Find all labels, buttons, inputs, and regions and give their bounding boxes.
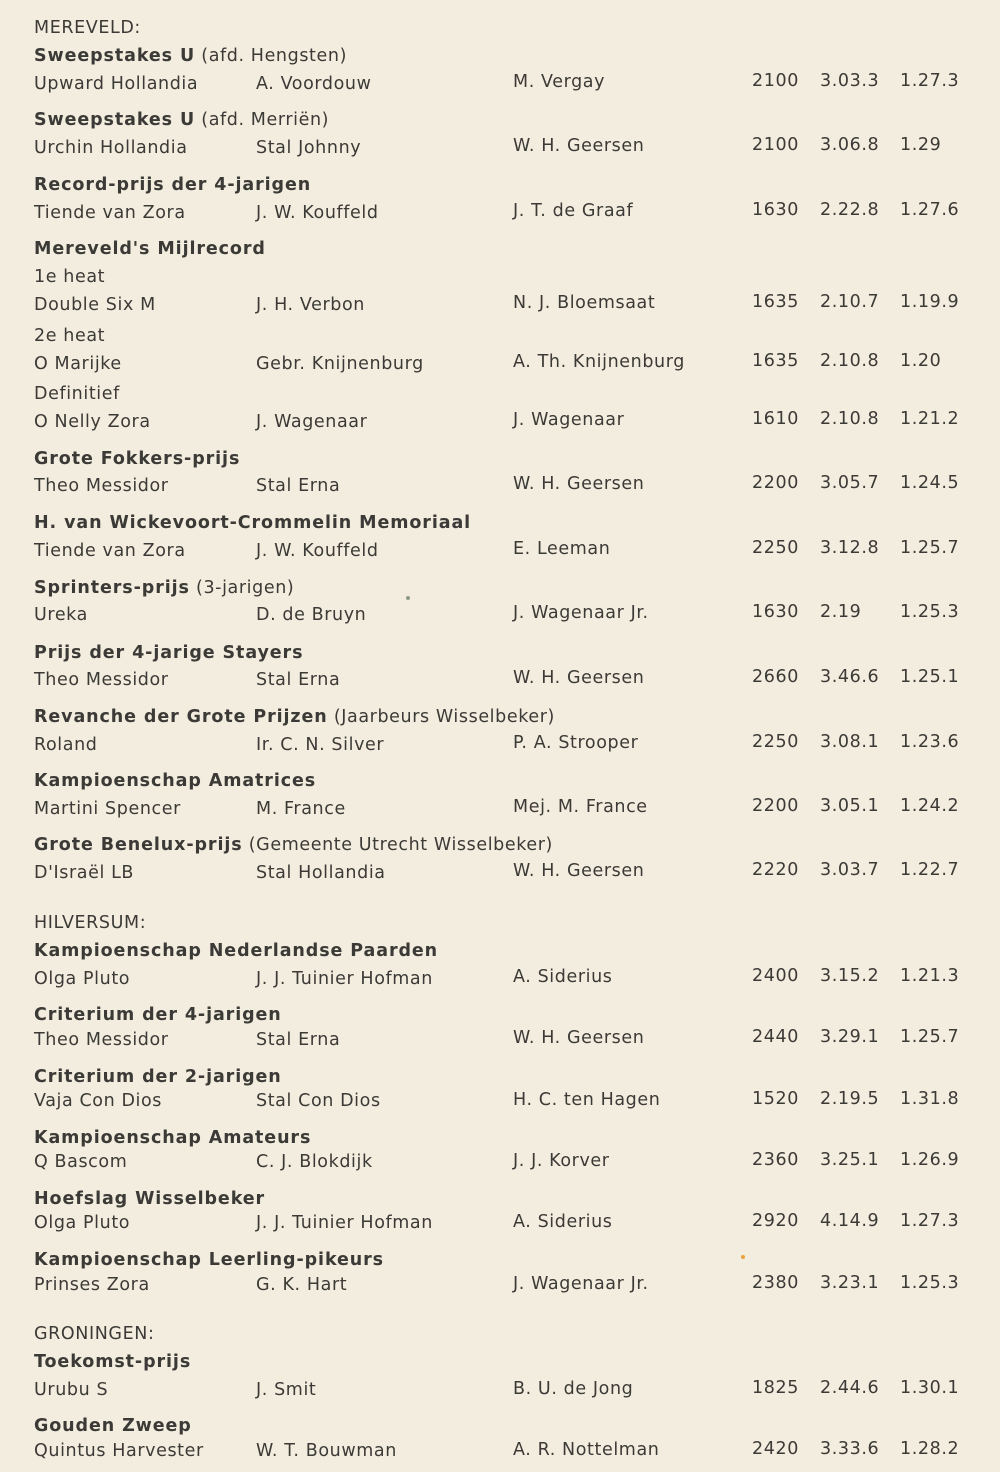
driver-name: W. H. Geersen bbox=[513, 668, 645, 688]
race-title-line bbox=[34, 106, 329, 134]
race-title: Grote Fokkers-prijs bbox=[34, 449, 241, 469]
time-value: 3.03.3 bbox=[820, 71, 880, 91]
driver-name: P. A. Strooper bbox=[513, 733, 639, 753]
record-value: 1.29 bbox=[900, 135, 942, 155]
horse-name: Olga Pluto bbox=[34, 969, 131, 989]
record-value: 1.30.1 bbox=[900, 1378, 960, 1398]
record-value: 1.19.9 bbox=[900, 292, 960, 312]
record-value: 1.21.2 bbox=[900, 409, 960, 429]
race-note: (3-jarigen) bbox=[196, 578, 295, 598]
race-note: (afd. Merriën) bbox=[201, 110, 330, 130]
distance-value: 2250 bbox=[752, 538, 799, 558]
distance-value: 2360 bbox=[752, 1150, 799, 1170]
driver-name: B. U. de Jong bbox=[513, 1379, 634, 1399]
owner-name: G. K. Hart bbox=[256, 1275, 348, 1295]
time-value: 3.05.1 bbox=[820, 796, 880, 816]
race-title-line bbox=[34, 937, 438, 965]
driver-name: E. Leeman bbox=[513, 539, 611, 559]
driver-name: A. Siderius bbox=[513, 967, 613, 987]
heat-label: Definitief bbox=[34, 384, 120, 404]
horse-name: O Marijke bbox=[34, 354, 122, 374]
distance-value: 2200 bbox=[752, 796, 799, 816]
paper-speck bbox=[406, 596, 410, 600]
record-value: 1.23.6 bbox=[900, 732, 960, 752]
horse-name: Roland bbox=[34, 735, 98, 755]
time-value: 4.14.9 bbox=[820, 1211, 880, 1231]
horse-name: Theo Messidor bbox=[34, 476, 169, 496]
record-value: 1.25.7 bbox=[900, 1027, 960, 1047]
time-value: 3.46.6 bbox=[820, 667, 880, 687]
section-heading: GRONINGEN: bbox=[34, 1324, 155, 1344]
driver-name: A. R. Nottelman bbox=[513, 1440, 660, 1460]
driver-name: Mej. M. France bbox=[513, 797, 648, 817]
driver-name: N. J. Bloemsaat bbox=[513, 293, 656, 313]
race-title: Sprinters-prijs bbox=[34, 578, 190, 598]
time-value: 3.08.1 bbox=[820, 732, 880, 752]
horse-name: Theo Messidor bbox=[34, 670, 169, 690]
horse-name: Double Six M bbox=[34, 295, 156, 315]
record-value: 1.24.5 bbox=[900, 473, 960, 493]
distance-value: 2440 bbox=[752, 1027, 799, 1047]
owner-name: C. J. Blokdijk bbox=[256, 1152, 373, 1172]
race-title: Criterium der 2-jarigen bbox=[34, 1067, 282, 1087]
race-note: (Gemeente Utrecht Wisselbeker) bbox=[248, 835, 553, 855]
owner-name: J. J. Tuinier Hofman bbox=[256, 1213, 433, 1233]
horse-name: O Nelly Zora bbox=[34, 412, 151, 432]
race-title: Kampioenschap Leerling-pikeurs bbox=[34, 1250, 384, 1270]
race-title-line bbox=[34, 639, 303, 667]
race-title: Record-prijs der 4-jarigen bbox=[34, 175, 312, 195]
distance-value: 2920 bbox=[752, 1211, 799, 1231]
race-title-line bbox=[34, 1412, 192, 1440]
record-value: 1.27.3 bbox=[900, 1211, 960, 1231]
race-title-line bbox=[34, 703, 555, 731]
horse-name: Theo Messidor bbox=[34, 1030, 169, 1050]
paper-speck bbox=[741, 1255, 745, 1259]
race-title: Kampioenschap Amateurs bbox=[34, 1128, 312, 1148]
owner-name: Stal Con Dios bbox=[256, 1091, 381, 1111]
race-title-line bbox=[34, 767, 316, 795]
time-value: 3.15.2 bbox=[820, 966, 880, 986]
horse-name: Prinses Zora bbox=[34, 1275, 150, 1295]
race-title: Sweepstakes U bbox=[34, 46, 196, 66]
driver-name: A. Th. Knijnenburg bbox=[513, 352, 685, 372]
distance-value: 1630 bbox=[752, 200, 799, 220]
owner-name: J. J. Tuinier Hofman bbox=[256, 969, 433, 989]
distance-value: 2220 bbox=[752, 860, 799, 880]
horse-name: Tiende van Zora bbox=[34, 541, 186, 561]
time-value: 3.33.6 bbox=[820, 1439, 880, 1459]
time-value: 3.03.7 bbox=[820, 860, 880, 880]
race-title-line bbox=[34, 235, 266, 263]
race-title: Prijs der 4-jarige Stayers bbox=[34, 643, 304, 663]
distance-value: 1635 bbox=[752, 351, 799, 371]
horse-name: Martini Spencer bbox=[34, 799, 181, 819]
race-note: (Jaarbeurs Wisselbeker) bbox=[333, 707, 555, 727]
record-value: 1.20 bbox=[900, 351, 942, 371]
horse-name: Upward Hollandia bbox=[34, 74, 199, 94]
record-value: 1.25.3 bbox=[900, 1273, 960, 1293]
record-value: 1.27.3 bbox=[900, 71, 960, 91]
section-heading: MEREVELD: bbox=[34, 18, 141, 38]
race-title-line bbox=[34, 509, 471, 537]
race-title: Kampioenschap Nederlandse Paarden bbox=[34, 941, 439, 961]
driver-name: W. H. Geersen bbox=[513, 136, 645, 156]
driver-name: J. J. Korver bbox=[513, 1151, 610, 1171]
race-title: Toekomst-prijs bbox=[34, 1352, 192, 1372]
race-title: H. van Wickevoort-Crommelin Memoriaal bbox=[34, 513, 472, 533]
race-title-line bbox=[34, 831, 553, 859]
owner-name: J. Wagenaar bbox=[256, 412, 368, 432]
driver-name: J. Wagenaar Jr. bbox=[513, 1274, 649, 1294]
heat-label: 1e heat bbox=[34, 267, 106, 287]
owner-name: J. W. Kouffeld bbox=[256, 203, 379, 223]
owner-name: D. de Bruyn bbox=[256, 605, 367, 625]
driver-name: W. H. Geersen bbox=[513, 1028, 645, 1048]
record-value: 1.22.7 bbox=[900, 860, 960, 880]
owner-name: Stal Erna bbox=[256, 1030, 341, 1050]
time-value: 2.10.7 bbox=[820, 292, 880, 312]
race-title: Gouden Zweep bbox=[34, 1416, 192, 1436]
time-value: 3.29.1 bbox=[820, 1027, 880, 1047]
time-value: 2.10.8 bbox=[820, 409, 880, 429]
time-value: 2.19 bbox=[820, 602, 862, 622]
race-title-line bbox=[34, 445, 240, 473]
time-value: 3.12.8 bbox=[820, 538, 880, 558]
race-title-line bbox=[34, 1246, 384, 1274]
distance-value: 1520 bbox=[752, 1089, 799, 1109]
owner-name: Stal Erna bbox=[256, 476, 341, 496]
horse-name: Vaja Con Dios bbox=[34, 1091, 163, 1111]
horse-name: Olga Pluto bbox=[34, 1213, 131, 1233]
distance-value: 2100 bbox=[752, 135, 799, 155]
time-value: 2.22.8 bbox=[820, 200, 880, 220]
horse-name: Tiende van Zora bbox=[34, 203, 186, 223]
distance-value: 2420 bbox=[752, 1439, 799, 1459]
distance-value: 2200 bbox=[752, 473, 799, 493]
race-title: Kampioenschap Amatrices bbox=[34, 771, 317, 791]
heat-label: 2e heat bbox=[34, 326, 106, 346]
distance-value: 2250 bbox=[752, 732, 799, 752]
record-value: 1.27.6 bbox=[900, 200, 960, 220]
horse-name: Urubu S bbox=[34, 1380, 109, 1400]
driver-name: J. Wagenaar bbox=[513, 410, 625, 430]
race-note: (afd. Hengsten) bbox=[201, 46, 348, 66]
distance-value: 1825 bbox=[752, 1378, 799, 1398]
record-value: 1.25.3 bbox=[900, 602, 960, 622]
driver-name: W. H. Geersen bbox=[513, 861, 645, 881]
driver-name: W. H. Geersen bbox=[513, 474, 645, 494]
owner-name: J. Smit bbox=[256, 1380, 317, 1400]
owner-name: J. W. Kouffeld bbox=[256, 541, 379, 561]
race-title-line bbox=[34, 574, 294, 602]
distance-value: 1630 bbox=[752, 602, 799, 622]
record-value: 1.31.8 bbox=[900, 1089, 960, 1109]
distance-value: 1635 bbox=[752, 292, 799, 312]
time-value: 2.19.5 bbox=[820, 1089, 880, 1109]
race-title-line bbox=[34, 42, 347, 70]
race-title-line bbox=[34, 1348, 191, 1376]
distance-value: 2100 bbox=[752, 71, 799, 91]
distance-value: 2400 bbox=[752, 966, 799, 986]
driver-name: A. Siderius bbox=[513, 1212, 613, 1232]
time-value: 3.05.7 bbox=[820, 473, 880, 493]
owner-name: J. H. Verbon bbox=[256, 295, 365, 315]
race-title: Sweepstakes U bbox=[34, 110, 196, 130]
horse-name: Ureka bbox=[34, 605, 88, 625]
distance-value: 1610 bbox=[752, 409, 799, 429]
owner-name: Stal Hollandia bbox=[256, 863, 386, 883]
race-title-line bbox=[34, 1001, 282, 1029]
time-value: 3.23.1 bbox=[820, 1273, 880, 1293]
owner-name: M. France bbox=[256, 799, 346, 819]
distance-value: 2660 bbox=[752, 667, 799, 687]
owner-name: Stal Johnny bbox=[256, 138, 362, 158]
owner-name: A. Voordouw bbox=[256, 74, 372, 94]
time-value: 2.10.8 bbox=[820, 351, 880, 371]
record-value: 1.24.2 bbox=[900, 796, 960, 816]
horse-name: Q Bascom bbox=[34, 1152, 128, 1172]
horse-name: D'Israël LB bbox=[34, 863, 135, 883]
record-value: 1.21.3 bbox=[900, 966, 960, 986]
owner-name: W. T. Bouwman bbox=[256, 1441, 397, 1461]
driver-name: M. Vergay bbox=[513, 72, 606, 92]
owner-name: Gebr. Knijnenburg bbox=[256, 354, 424, 374]
driver-name: J. Wagenaar Jr. bbox=[513, 603, 649, 623]
driver-name: H. C. ten Hagen bbox=[513, 1090, 661, 1110]
section-heading: HILVERSUM: bbox=[34, 913, 147, 933]
horse-name: Quintus Harvester bbox=[34, 1441, 204, 1461]
race-title: Criterium der 4-jarigen bbox=[34, 1005, 282, 1025]
horse-name: Urchin Hollandia bbox=[34, 138, 188, 158]
record-value: 1.25.7 bbox=[900, 538, 960, 558]
race-title: Grote Benelux-prijs bbox=[34, 835, 243, 855]
race-title-line bbox=[34, 171, 311, 199]
race-title: Hoefslag Wisselbeker bbox=[34, 1189, 266, 1209]
race-title: Revanche der Grote Prijzen bbox=[34, 707, 328, 727]
driver-name: J. T. de Graaf bbox=[513, 201, 634, 221]
time-value: 3.06.8 bbox=[820, 135, 880, 155]
race-title: Mereveld's Mijlrecord bbox=[34, 239, 266, 259]
owner-name: Ir. C. N. Silver bbox=[256, 735, 385, 755]
record-value: 1.28.2 bbox=[900, 1439, 960, 1459]
owner-name: Stal Erna bbox=[256, 670, 341, 690]
distance-value: 2380 bbox=[752, 1273, 799, 1293]
record-value: 1.26.9 bbox=[900, 1150, 960, 1170]
time-value: 2.44.6 bbox=[820, 1378, 880, 1398]
time-value: 3.25.1 bbox=[820, 1150, 880, 1170]
record-value: 1.25.1 bbox=[900, 667, 960, 687]
